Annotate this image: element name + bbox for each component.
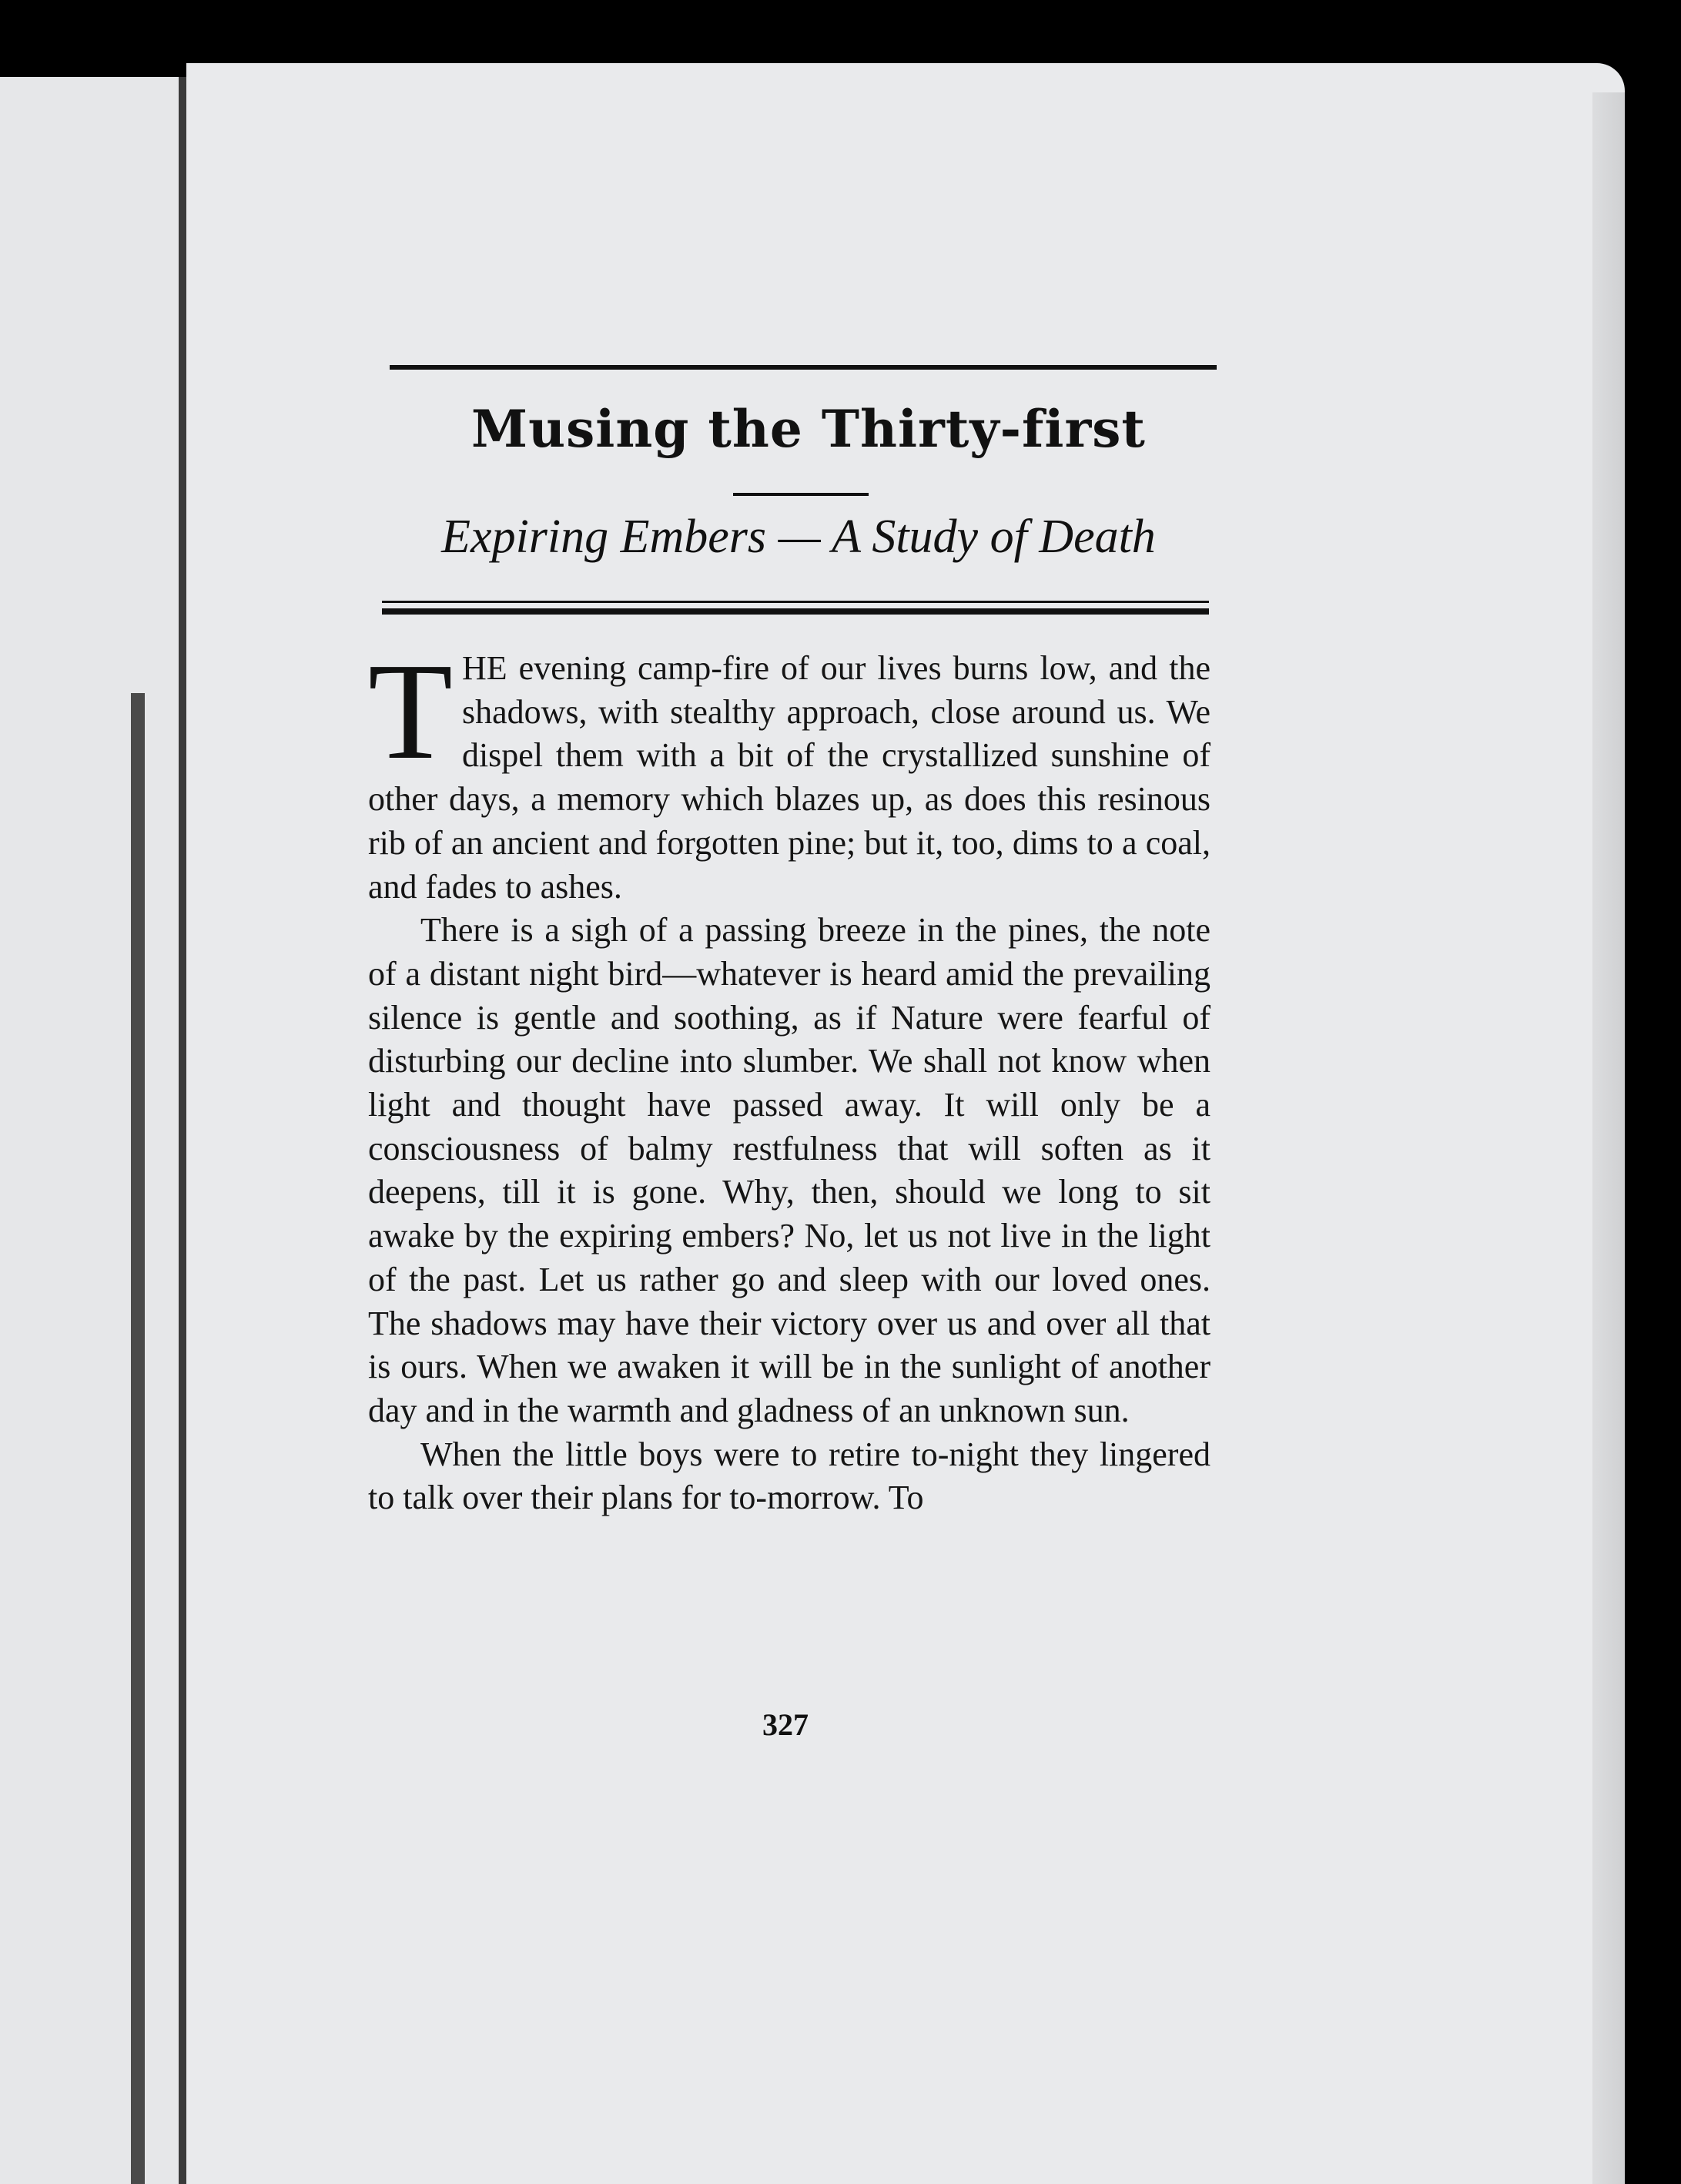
- paragraph-2: There is a sigh of a passing breeze in the pines, the note of a distant night bird—whatever is heard amid the prevailing silence is gentle and soothing, as if Nature were fearful of disturbing our decline into slumber. We shall not know when light and thought have passed away. It will only be a consciousness of balmy restfulness that will soften as it deepens, till it is gone. Why, then, should we long to sit awake by the expiring embers? No, let us not live in the light of the past. Let us rather go and sleep with our loved ones. The shadows may have their victory over us and over all that is ours. When we awaken it will be in the sunlight of another day and in the warmth and gladness of an unknown sun.: [368, 911, 1211, 1429]
- binding-gutter: [179, 77, 186, 2184]
- subtitle-rule-thick: [382, 608, 1209, 615]
- facing-page-sliver: [0, 77, 185, 2184]
- page-title: Musing the Thirty-first: [471, 399, 1146, 459]
- body-text: [368, 635, 1211, 1520]
- paragraph-1-text: evening camp-fire of our lives burns low, and the shadows, with stealthy approach, close around us. We dispel them with a bit of the crystallized sunshine of other days, a memory which blazes up, as does this resinous rib of an ancient and forgotten pine; but it, too, dims to a coal, and fades to ashes.: [368, 649, 1211, 906]
- paragraph-1: [368, 635, 1211, 909]
- facing-page-shadow: [131, 693, 145, 2184]
- page-subtitle: Expiring Embers — A Study of Death: [441, 511, 1156, 563]
- top-rule: [390, 365, 1217, 370]
- page-edge-stack: [1592, 92, 1625, 2184]
- drop-cap: T: [368, 635, 453, 788]
- subtitle-rule-thin: [382, 601, 1209, 603]
- first-word-rest: HE: [461, 649, 507, 687]
- paragraph-3: When the little boys were to retire to-night they lingered to talk over their plans for to-morrow. To: [368, 1435, 1211, 1517]
- page-number: 327: [762, 1707, 809, 1742]
- title-underline: [733, 493, 869, 496]
